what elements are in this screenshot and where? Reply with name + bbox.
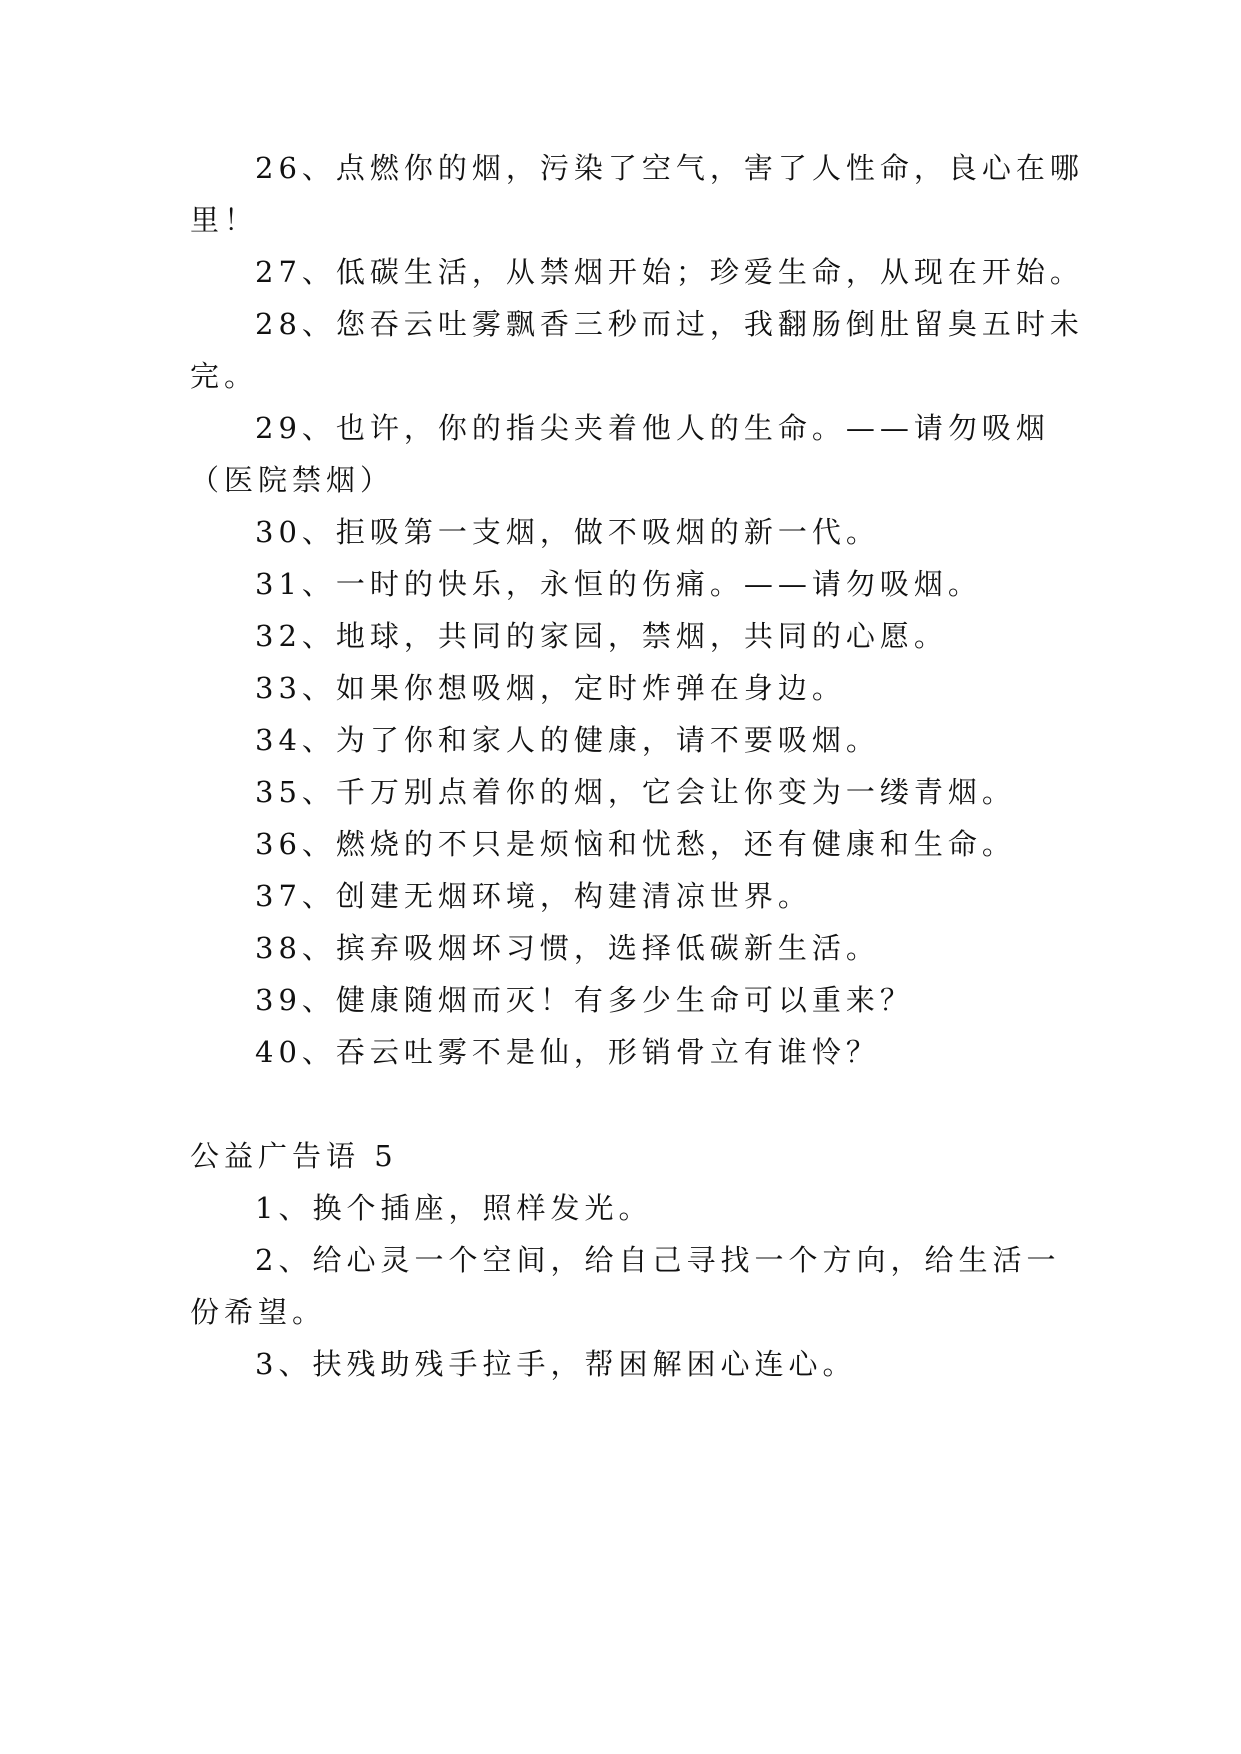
item-29-line-1: 29、也许，你的指尖夹着他人的生命。——请勿吸烟 <box>255 411 1050 445</box>
item-28-line-1: 28、您吞云吐雾飘香三秒而过，我翻肠倒肚留臭五时未 <box>255 307 1084 341</box>
item-30: 30、拒吸第一支烟，做不吸烟的新一代。 <box>255 515 880 549</box>
item-39: 39、健康随烟而灭！有多少生命可以重来？ <box>255 983 914 1017</box>
item-26-line-2: 里！ <box>190 203 259 237</box>
item-27: 27、低碳生活，从禁烟开始；珍爱生命，从现在开始。 <box>255 255 1084 289</box>
section-heading: 公益广告语 5 <box>190 1139 398 1173</box>
item-38: 38、摈弃吸烟坏习惯，选择低碳新生活。 <box>255 931 880 965</box>
item-33: 33、如果你想吸烟，定时炸弹在身边。 <box>255 671 846 705</box>
ad-item-1: 1、换个插座，照样发光。 <box>255 1191 653 1225</box>
item-32: 32、地球，共同的家园，禁烟，共同的心愿。 <box>255 619 948 653</box>
ad-item-3: 3、扶残助残手拉手，帮困解困心连心。 <box>255 1347 857 1381</box>
ad-item-2-line-1: 2、给心灵一个空间，给自己寻找一个方向，给生活一 <box>255 1243 1061 1277</box>
item-29-line-2: （医院禁烟） <box>190 463 395 497</box>
item-26-line-1: 26、点燃你的烟，污染了空气，害了人性命，良心在哪 <box>255 151 1084 185</box>
item-35: 35、千万别点着你的烟，它会让你变为一缕青烟。 <box>255 775 1016 809</box>
item-34: 34、为了你和家人的健康，请不要吸烟。 <box>255 723 880 757</box>
item-31: 31、一时的快乐，永恒的伤痛。——请勿吸烟。 <box>255 567 982 601</box>
item-28-line-2: 完。 <box>190 359 259 393</box>
item-37: 37、创建无烟环境，构建清凉世界。 <box>255 879 812 913</box>
item-40: 40、吞云吐雾不是仙，形销骨立有谁怜？ <box>255 1035 880 1069</box>
item-36: 36、燃烧的不只是烦恼和忧愁，还有健康和生命。 <box>255 827 1016 861</box>
ad-item-2-line-2: 份希望。 <box>190 1295 327 1329</box>
